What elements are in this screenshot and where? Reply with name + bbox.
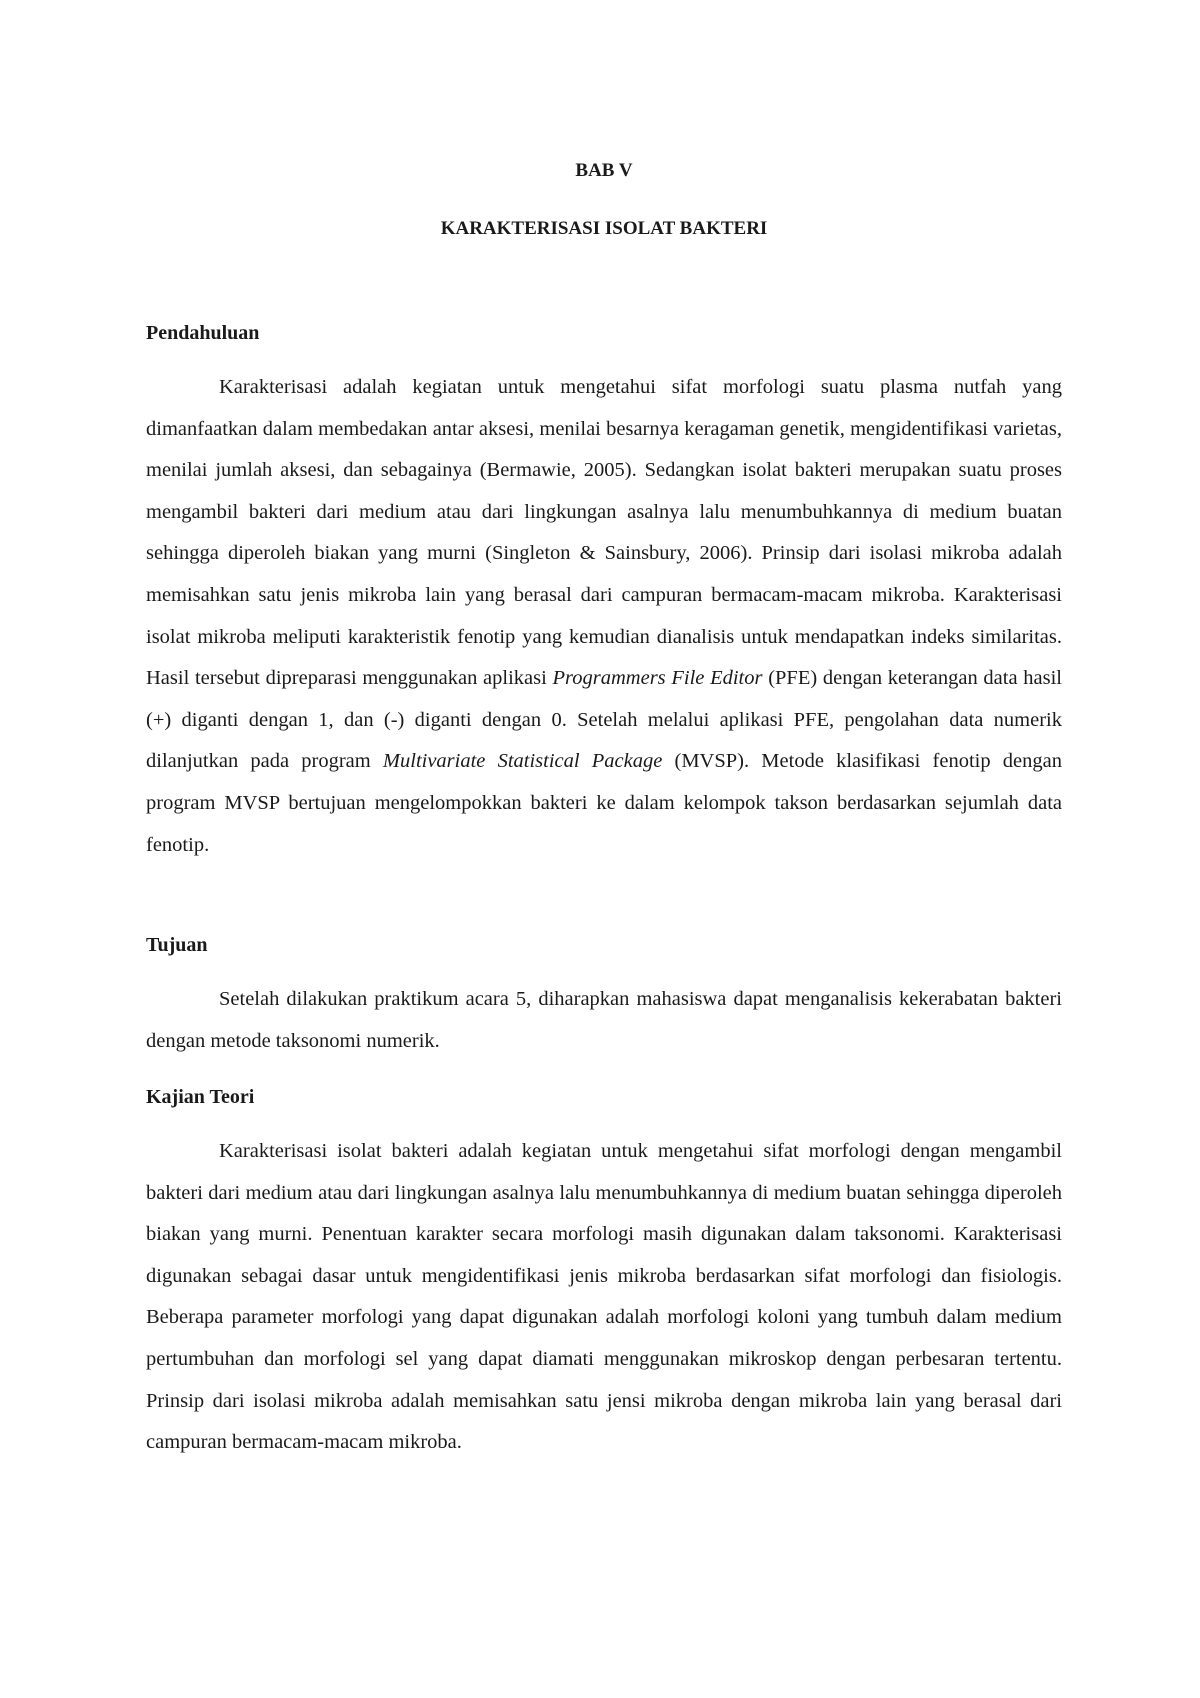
paragraph-kajian-teori: Karakterisasi isolat bakteri adalah kegiatan untuk mengetahui sifat morfologi dengan mengambil bakteri dari medium atau dari lingkungan asalnya lalu menumbuhkannya di medium buatan sehingga diperoleh biakan yang murni. Penentuan karakter secara morfologi masih digunakan dalam taksonomi. Karakterisasi digunakan sebagai dasar untuk mengidentifikasi jenis mikroba berdasarkan sifat morfologi dan fisiologis. Beberapa parameter morfologi yang dapat digunakan adalah morfologi koloni yang tumbuh dalam medium pertumbuhan dan morfologi sel yang dapat diamati menggunakan mikroskop dengan perbesaran tertentu. Prinsip dari isolasi mikroba adalah memisahkan satu jensi mikroba dengan mikroba lain yang berasal dari campuran bermacam-macam mikroba. [146, 1140, 1062, 1454]
heading-tujuan: Tujuan [146, 934, 208, 956]
paragraph-pendahuluan-text-1: Karakterisasi adalah kegiatan untuk mengetahui sifat morfologi suatu plasma nutfah yang dimanfaatkan dalam membedakan antar aksesi, menilai besarnya keragaman genetik, mengidentifikasi varietas, menilai jumlah aksesi, dan sebagainya (Bermawie, 2005). Sedangkan isolat bakteri merupakan suatu proses mengambil bakteri dari medium atau dari lingkungan asalnya lalu menumbuhkannya di medium buatan sehingga diperoleh biakan yang murni (Singleton & Sainsbury, 2006). Prinsip dari isolasi mikroba adalah memisahkan satu jenis mikroba lain yang berasal dari campuran bermacam-macam mikroba. Karakterisasi isolat mikroba meliputi karakteristik fenotip yang kemudian dianalisis untuk mendapatkan indeks similaritas. Hasil tersebut dipreparasi menggunakan aplikasi [146, 376, 1062, 690]
italic-term-mvsp: Multivariate Statistical Package [382, 750, 663, 773]
paragraph-pendahuluan-text-2: (PFE) dengan keterangan data hasil (+) diganti dengan 1, dan (-) diganti dengan 0. Setelah melalui aplikasi PFE, pengolahan data numerik dilanjutkan pada program [146, 667, 1062, 773]
italic-term-pfe: Programmers File Editor [552, 667, 763, 690]
paragraph-pendahuluan [146, 367, 1062, 866]
chapter-title: KARAKTERISASI ISOLAT BAKTERI [440, 218, 768, 239]
paragraph-pendahuluan-text-3: (MVSP). Metode klasifikasi fenotip dengan program MVSP bertujuan mengelompokkan bakteri ke dalam kelompok takson berdasarkan sejumlah data fenotip. [146, 750, 1062, 856]
paragraph-tujuan: Setelah dilakukan praktikum acara 5, diharapkan mahasiswa dapat menganalisis kekerabatan bakteri dengan metode taksonomi numerik. [146, 988, 1062, 1052]
heading-kajian-teori: Kajian Teori [146, 1086, 255, 1108]
chapter-number: BAB V [575, 160, 633, 181]
heading-pendahuluan: Pendahuluan [146, 322, 260, 344]
